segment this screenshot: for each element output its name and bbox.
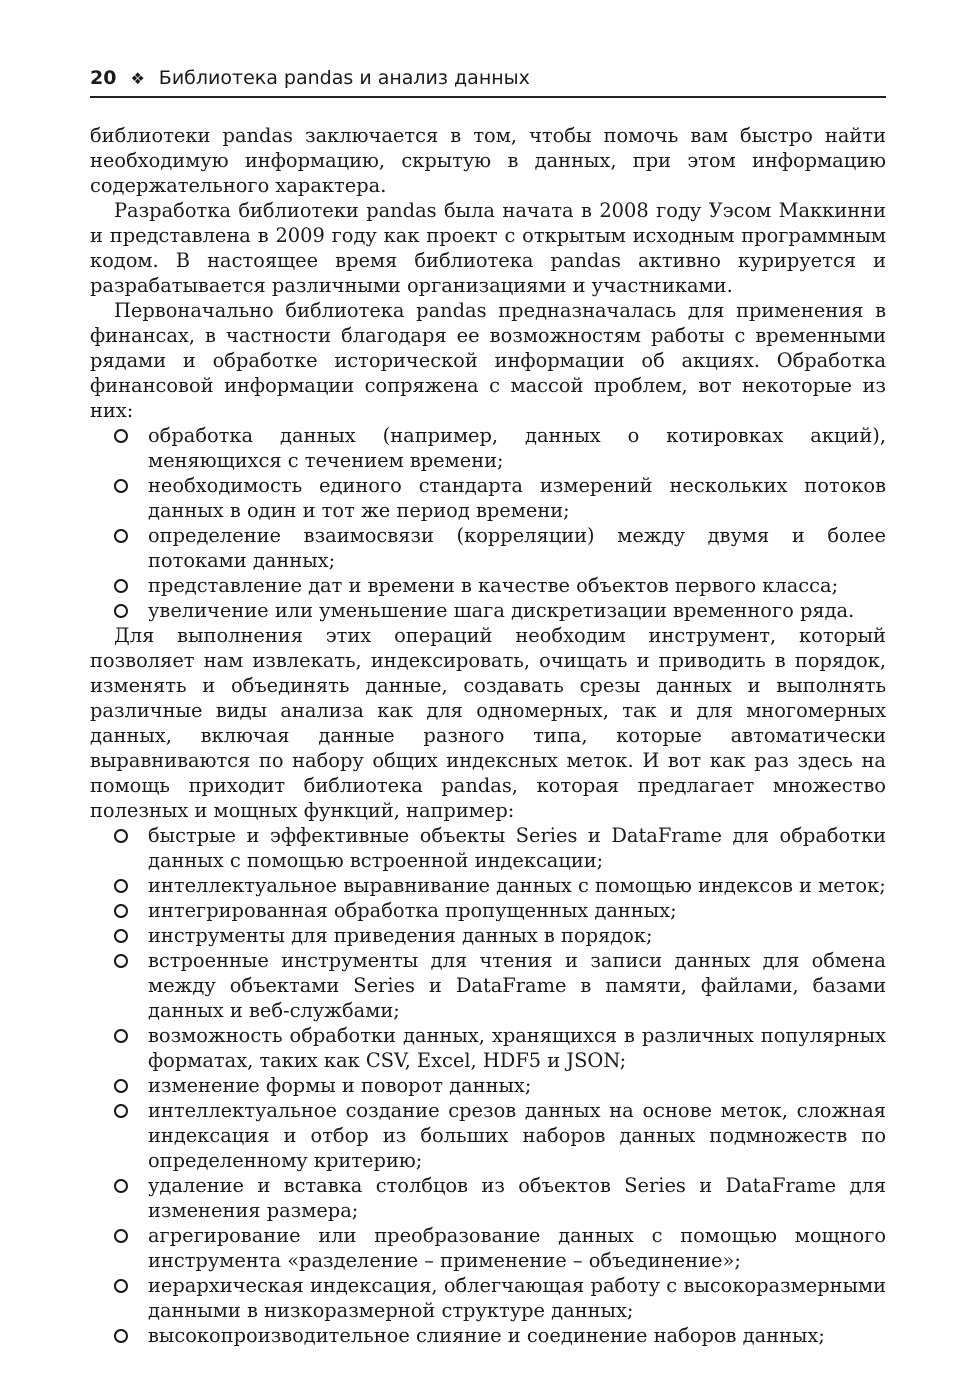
- bullet-list-finance-problems: [90, 423, 886, 623]
- list-item: [148, 948, 886, 1023]
- circle-bullet-icon: [114, 479, 128, 493]
- paragraph: Для выполнения этих операций необходим инструмент, который позволяет нам извлекать, индексировать, очищать и приводить в порядок, изменять и объединять данные, создавать срезы данных и выполнять различные виды анализа как для одномерных, так и для многомерных данных, включая данные разного типа, которые автоматически выравниваются по набору общих индексных меток. И вот как раз здесь на помощь приходит библиотека pandas, которая предлагает множество полезных и мощных функций, например:: [90, 624, 886, 822]
- list-item: [148, 1098, 886, 1173]
- page-number: 20: [90, 67, 117, 89]
- list-item-text: быстрые и эффективные объекты Series и DataFrame для обработки данных с помощью встроенной индексации;: [148, 824, 886, 872]
- list-item: [148, 898, 886, 923]
- circle-bullet-icon: [114, 954, 128, 968]
- circle-bullet-icon: [114, 529, 128, 543]
- list-item: [148, 1323, 886, 1348]
- circle-bullet-icon: [114, 879, 128, 893]
- paragraph: Разработка библиотеки pandas была начата в 2008 году Уэсом Маккинни и представлена в 2009 году как проект с открытым исходным программным кодом. В настоящее время библиотека pandas активно курируется и разрабатывается различными организациями и участниками.: [90, 199, 886, 297]
- circle-bullet-icon: [114, 829, 128, 843]
- list-item-text: встроенные инструменты для чтения и записи данных для обмена между объектами Series и DataFrame в памяти, файлами, базами данных и веб-службами;: [148, 949, 886, 1022]
- circle-bullet-icon: [114, 1329, 128, 1343]
- list-item-text: увеличение или уменьшение шага дискретизации временного ряда.: [148, 599, 855, 622]
- circle-bullet-icon: [114, 1029, 128, 1043]
- list-item-text: удаление и вставка столбцов из объектов Series и DataFrame для изменения размера;: [148, 1174, 886, 1222]
- diamond-ornament-icon: ❖: [130, 68, 145, 88]
- list-item: [148, 423, 886, 473]
- circle-bullet-icon: [114, 579, 128, 593]
- list-item-text: необходимость единого стандарта измерений нескольких потоков данных в один и тот же период времени;: [148, 474, 886, 522]
- list-item: [148, 1223, 886, 1273]
- list-item: [148, 523, 886, 573]
- list-item-text: иерархическая индексация, облегчающая работу с высокоразмерными данными в низкоразмерной структуре данных;: [148, 1274, 886, 1322]
- paragraph: библиотеки pandas заключается в том, чтобы помочь вам быстро найти необходимую информацию, скрытую в данных, при этом информацию содержательного характера.: [90, 124, 886, 197]
- list-item-text: агрегирование или преобразование данных с помощью мощного инструмента «разделение – применение – объединение»;: [148, 1224, 886, 1272]
- list-item: [148, 473, 886, 523]
- circle-bullet-icon: [114, 604, 128, 618]
- bullet-list-pandas-features: [90, 823, 886, 1348]
- circle-bullet-icon: [114, 1279, 128, 1293]
- list-item: [148, 598, 886, 623]
- list-item-text: изменение формы и поворот данных;: [148, 1074, 532, 1097]
- circle-bullet-icon: [114, 929, 128, 943]
- list-item: [148, 1273, 886, 1323]
- running-title: Библиотека pandas и анализ данных: [158, 67, 530, 89]
- list-item: [148, 923, 886, 948]
- list-item-text: интегрированная обработка пропущенных данных;: [148, 899, 677, 922]
- list-item-text: возможность обработки данных, хранящихся в различных популярных форматах, таких как CSV, Excel, HDF5 и JSON;: [148, 1024, 886, 1072]
- list-item: [148, 823, 886, 873]
- list-item: [148, 1023, 886, 1073]
- body-text: [90, 123, 886, 1348]
- circle-bullet-icon: [114, 429, 128, 443]
- list-item-text: интеллектуальное создание срезов данных на основе меток, сложная индексация и отбор из больших наборов данных подмножеств по определенному критерию;: [148, 1099, 886, 1172]
- list-item-text: инструменты для приведения данных в порядок;: [148, 924, 653, 947]
- list-item: [148, 1073, 886, 1098]
- circle-bullet-icon: [114, 1179, 128, 1193]
- list-item: [148, 873, 886, 898]
- list-item-text: интеллектуальное выравнивание данных с помощью индексов и меток;: [148, 874, 886, 897]
- circle-bullet-icon: [114, 904, 128, 918]
- circle-bullet-icon: [114, 1229, 128, 1243]
- running-header: [90, 66, 886, 98]
- paragraph: Первоначально библиотека pandas предназначалась для применения в финансах, в частности благодаря ее возможностям работы с временными рядами и обработке исторической информации об акциях. Обработка финансовой информации сопряжена с массой проблем, вот некоторые из них:: [90, 299, 886, 422]
- circle-bullet-icon: [114, 1104, 128, 1118]
- list-item: [148, 573, 886, 598]
- list-item-text: представление дат и времени в качестве объектов первого класса;: [148, 574, 839, 597]
- list-item-text: обработка данных (например, данных о котировках акций), меняющихся с течением времени;: [148, 424, 886, 472]
- list-item: [148, 1173, 886, 1223]
- circle-bullet-icon: [114, 1079, 128, 1093]
- list-item-text: определение взаимосвязи (корреляции) между двумя и более потоками данных;: [148, 524, 886, 572]
- list-item-text: высокопроизводительное слияние и соединение наборов данных;: [148, 1324, 825, 1347]
